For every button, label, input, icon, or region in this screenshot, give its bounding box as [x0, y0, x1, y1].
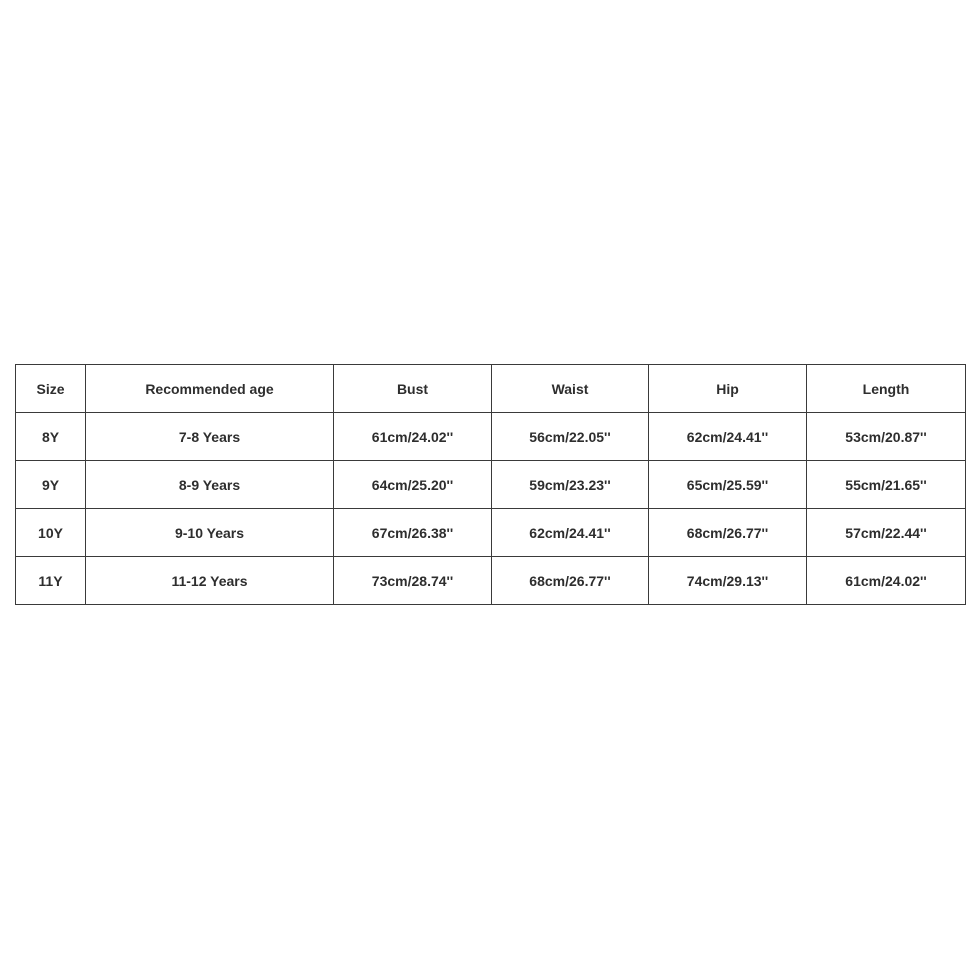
table-row	[16, 509, 966, 557]
cell-waist: 56cm/22.05''	[492, 413, 649, 461]
header-recommended-age: Recommended age	[86, 365, 334, 413]
cell-recommended-age: 9-10 Years	[86, 509, 334, 557]
header-row	[16, 365, 966, 413]
cell-recommended-age: 8-9 Years	[86, 461, 334, 509]
table-row	[16, 413, 966, 461]
cell-waist: 68cm/26.77''	[492, 557, 649, 605]
cell-waist: 59cm/23.23''	[492, 461, 649, 509]
cell-waist: 62cm/24.41''	[492, 509, 649, 557]
table-header	[16, 365, 966, 413]
cell-bust: 64cm/25.20''	[334, 461, 492, 509]
table-row	[16, 461, 966, 509]
cell-length: 53cm/20.87''	[807, 413, 966, 461]
header-hip: Hip	[649, 365, 807, 413]
size-chart-table	[15, 364, 966, 605]
cell-length: 61cm/24.02''	[807, 557, 966, 605]
cell-size: 8Y	[16, 413, 86, 461]
header-waist: Waist	[492, 365, 649, 413]
cell-size: 10Y	[16, 509, 86, 557]
header-bust: Bust	[334, 365, 492, 413]
header-length: Length	[807, 365, 966, 413]
cell-bust: 73cm/28.74''	[334, 557, 492, 605]
cell-hip: 65cm/25.59''	[649, 461, 807, 509]
cell-length: 55cm/21.65''	[807, 461, 966, 509]
table-body	[16, 413, 966, 605]
cell-size: 11Y	[16, 557, 86, 605]
table-row	[16, 557, 966, 605]
cell-hip: 62cm/24.41''	[649, 413, 807, 461]
cell-recommended-age: 7-8 Years	[86, 413, 334, 461]
cell-size: 9Y	[16, 461, 86, 509]
cell-recommended-age: 11-12 Years	[86, 557, 334, 605]
cell-hip: 68cm/26.77''	[649, 509, 807, 557]
cell-length: 57cm/22.44''	[807, 509, 966, 557]
header-size: Size	[16, 365, 86, 413]
cell-hip: 74cm/29.13''	[649, 557, 807, 605]
cell-bust: 67cm/26.38''	[334, 509, 492, 557]
cell-bust: 61cm/24.02''	[334, 413, 492, 461]
